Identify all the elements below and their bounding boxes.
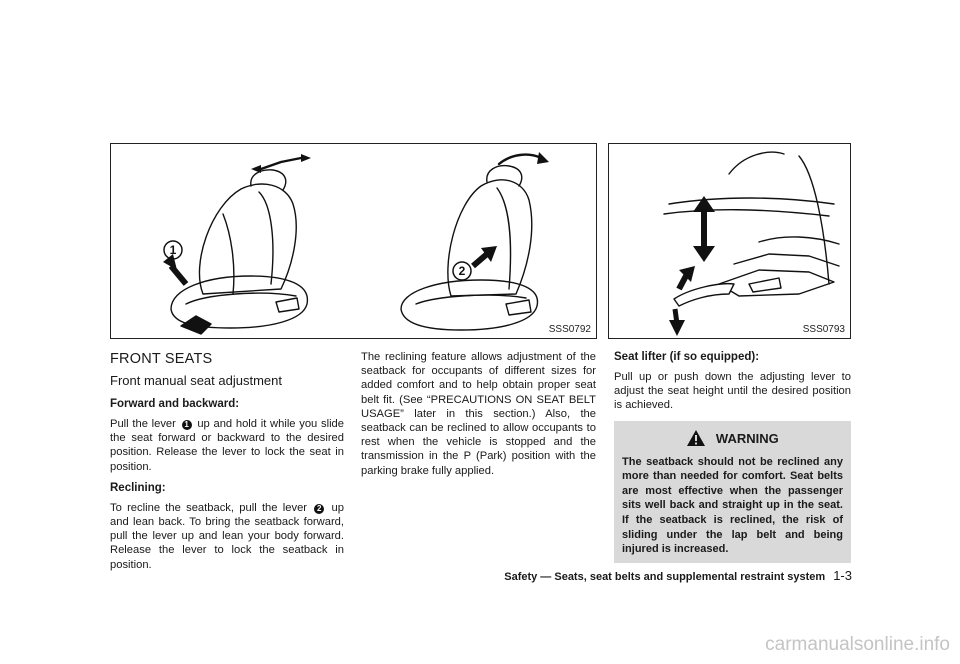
- page-number: 1-3: [833, 568, 852, 583]
- forward-paragraph: [110, 417, 344, 474]
- reclining-heading: Reclining:: [110, 481, 166, 494]
- warning-box: [614, 421, 851, 563]
- warning-icon: [686, 429, 706, 447]
- column-seat-lifter: [614, 350, 851, 563]
- callout-2-label: 2: [458, 264, 466, 278]
- figure-code-right: SSS0793: [802, 324, 845, 335]
- column-reclining-info: [361, 350, 596, 485]
- seat-illustration-right: [609, 144, 850, 338]
- reclining-text-pre: To recline the seatback, pull the lever: [110, 501, 308, 514]
- callout-badge-2: 2: [314, 504, 324, 514]
- warning-header: [622, 427, 843, 451]
- forward-heading: Forward and backward:: [110, 398, 240, 410]
- seat-illustration-left: [111, 144, 596, 338]
- watermark: carmanualsonline.info: [765, 634, 950, 655]
- figure-seat-lifter: [608, 143, 851, 339]
- reclining-paragraph: [110, 501, 344, 572]
- forward-text-post: up and hold it while you slide the seat forward or backward to the desired position. Release the lever to lock the seat in position.: [110, 418, 345, 473]
- page-footer: [480, 568, 852, 583]
- figure-seat-adjustment: [110, 143, 597, 339]
- section-title: FRONT SEATS: [110, 351, 213, 367]
- figure-code-left: SSS0792: [548, 324, 591, 335]
- subsection-title: Front manual seat adjustment: [110, 373, 282, 388]
- warning-text: The seatback should not be reclined any more than needed for comfort. Seat belts are most effective when the passenger sits well back and straight up in the seat. If the seatback is reclined, the risk of sliding under the lap belt and being injured is increased.: [622, 455, 843, 556]
- warning-title: WARNING: [715, 430, 779, 446]
- reclining-feature-paragraph: The reclining feature allows adjustment of the seatback for occupants of different sizes for added comfort and to help obtain proper seat belt fit. (See “PRECAUTIONS ON SEAT BELT USAGE” later in this section.) Also, the seatback can be reclined to allow occupants to rest when the vehicle is stopped and the transmission in the P (Park) position with the parking brake fully applied.: [361, 351, 596, 477]
- reclining-text-post: up and lean back. To bring the seatback forward, pull the lever up and lean your body forward. Release the lever to lock the seatback in position.: [110, 501, 344, 571]
- callout-1-label: 1: [169, 243, 177, 257]
- callout-badge-1: 1: [182, 420, 192, 430]
- footer-section: Safety — Seats, seat belts and supplemental restraint system: [504, 571, 826, 583]
- column-front-seats: [110, 350, 344, 579]
- seat-lifter-heading: Seat lifter (if so equipped):: [614, 351, 760, 363]
- forward-text-pre: Pull the lever: [110, 418, 176, 430]
- seat-lifter-paragraph: Pull up or push down the adjusting lever to adjust the seat height until the desired position is achieved.: [614, 371, 851, 412]
